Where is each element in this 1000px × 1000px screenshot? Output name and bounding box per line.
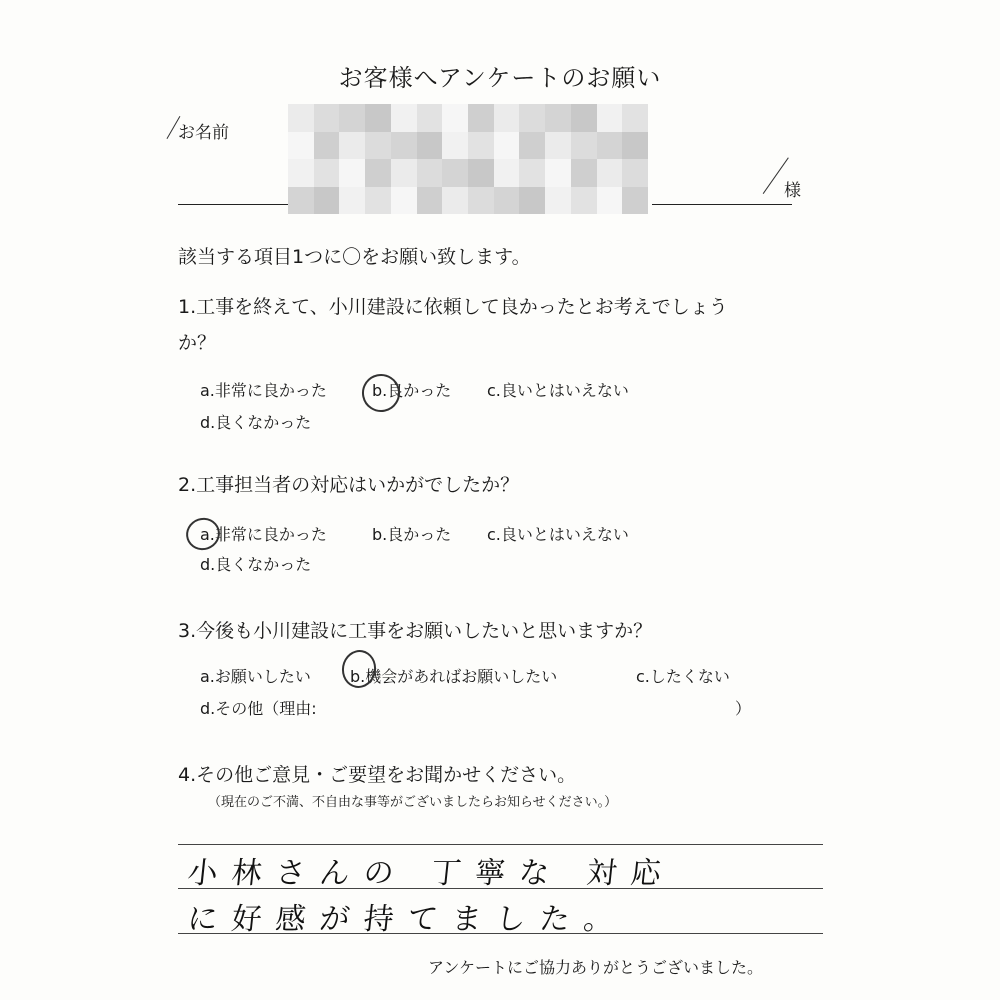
mosaic-cell — [519, 159, 545, 187]
q1-option-d[interactable]: d.良くなかった — [200, 413, 312, 432]
mosaic-cell — [339, 187, 365, 215]
q2-option-c[interactable]: c.良いとはいえない — [487, 525, 629, 544]
mosaic-cell — [597, 132, 623, 160]
mosaic-cell — [571, 104, 597, 132]
mosaic-cell — [314, 187, 340, 215]
mosaic-cell — [314, 132, 340, 160]
question-4-note: （現在のご不満、不自由な事等がございましたらお知らせください。） — [208, 795, 618, 810]
mosaic-cell — [288, 187, 314, 215]
mosaic-cell — [545, 187, 571, 215]
mosaic-cell — [339, 159, 365, 187]
mosaic-cell — [442, 159, 468, 187]
mosaic-cell — [314, 159, 340, 187]
name-suffix: 様 — [784, 181, 801, 201]
mosaic-cell — [545, 132, 571, 160]
q2-option-d[interactable]: d.良くなかった — [200, 555, 312, 574]
mosaic-cell — [288, 159, 314, 187]
mosaic-cell — [417, 104, 443, 132]
mosaic-cell — [622, 132, 648, 160]
mosaic-cell — [314, 104, 340, 132]
q3-option-a[interactable]: a.お願いしたい — [200, 667, 311, 686]
mosaic-cell — [622, 104, 648, 132]
mosaic-cell — [622, 159, 648, 187]
mosaic-cell — [391, 159, 417, 187]
mosaic-cell — [571, 159, 597, 187]
mosaic-cell — [494, 132, 520, 160]
q1-option-b[interactable]: b.良かった — [372, 381, 452, 400]
mosaic-cell — [417, 132, 443, 160]
mosaic-cell — [571, 132, 597, 160]
mosaic-cell — [391, 104, 417, 132]
name-label: お名前 — [178, 123, 229, 143]
q3-option-d[interactable]: d.その他（理由: — [200, 699, 317, 718]
question-2: 2.工事担当者の対応はいかがでしたか？ — [178, 474, 520, 496]
q3-option-c[interactable]: c.したくない — [636, 667, 730, 686]
mosaic-cell — [365, 132, 391, 160]
thanks-text: アンケートにご協力ありがとうございました。 — [428, 958, 764, 977]
instruction-text: 該当する項目1つに〇をお願い致します。 — [178, 246, 531, 268]
mosaic-cell — [468, 187, 494, 215]
mosaic-cell — [519, 187, 545, 215]
mosaic-cell — [365, 187, 391, 215]
mosaic-cell — [622, 187, 648, 215]
q1-option-a[interactable]: a.非常に良かった — [200, 381, 327, 400]
mosaic-cell — [494, 187, 520, 215]
mosaic-cell — [519, 104, 545, 132]
mosaic-cell — [288, 104, 314, 132]
mosaic-cell — [288, 132, 314, 160]
mosaic-cell — [468, 104, 494, 132]
mosaic-cell — [571, 187, 597, 215]
name-underline — [652, 204, 792, 205]
question-3: 3.今後も小川建設に工事をお願いしたいと思いますか？ — [178, 620, 653, 642]
mosaic-cell — [494, 104, 520, 132]
mosaic-cell — [597, 159, 623, 187]
selected-circle-mark — [182, 514, 224, 555]
mosaic-cell — [545, 104, 571, 132]
mosaic-cell — [365, 104, 391, 132]
mosaic-cell — [468, 132, 494, 160]
redacted-name-mosaic — [288, 104, 648, 214]
mosaic-cell — [442, 132, 468, 160]
mosaic-cell — [339, 104, 365, 132]
q2-option-b[interactable]: b.良かった — [372, 525, 452, 544]
close-paren: ） — [735, 699, 752, 718]
mosaic-cell — [339, 132, 365, 160]
answer-line — [178, 844, 823, 845]
mosaic-cell — [545, 159, 571, 187]
q1-option-c[interactable]: c.良いとはいえない — [487, 381, 629, 400]
mosaic-cell — [597, 104, 623, 132]
name-underline — [178, 204, 288, 205]
q3-option-b[interactable]: b.機会があればお願いしたい — [350, 667, 558, 686]
mosaic-cell — [417, 187, 443, 215]
mosaic-cell — [442, 104, 468, 132]
mosaic-cell — [417, 159, 443, 187]
mosaic-cell — [365, 159, 391, 187]
page-title: お客様へアンケートのお願い — [338, 64, 662, 92]
mosaic-cell — [442, 187, 468, 215]
mosaic-cell — [494, 159, 520, 187]
question-1: 1.工事を終えて、小川建設に依頼して良かったとお考えでしょう — [178, 296, 728, 318]
question-4: 4.その他ご意見・ご要望をお聞かせください。 — [178, 764, 577, 786]
mosaic-cell — [519, 132, 545, 160]
handwritten-answer-line-1: 小林さんの 丁寧な 対応 — [185, 856, 677, 891]
mosaic-cell — [597, 187, 623, 215]
mosaic-cell — [391, 132, 417, 160]
mosaic-cell — [468, 159, 494, 187]
mosaic-cell — [391, 187, 417, 215]
handwritten-answer-line-2: に好感が持てました。 — [185, 902, 630, 937]
question-1-cont: か？ — [178, 332, 217, 354]
q2-option-a[interactable]: a.非常に良かった — [200, 525, 327, 544]
